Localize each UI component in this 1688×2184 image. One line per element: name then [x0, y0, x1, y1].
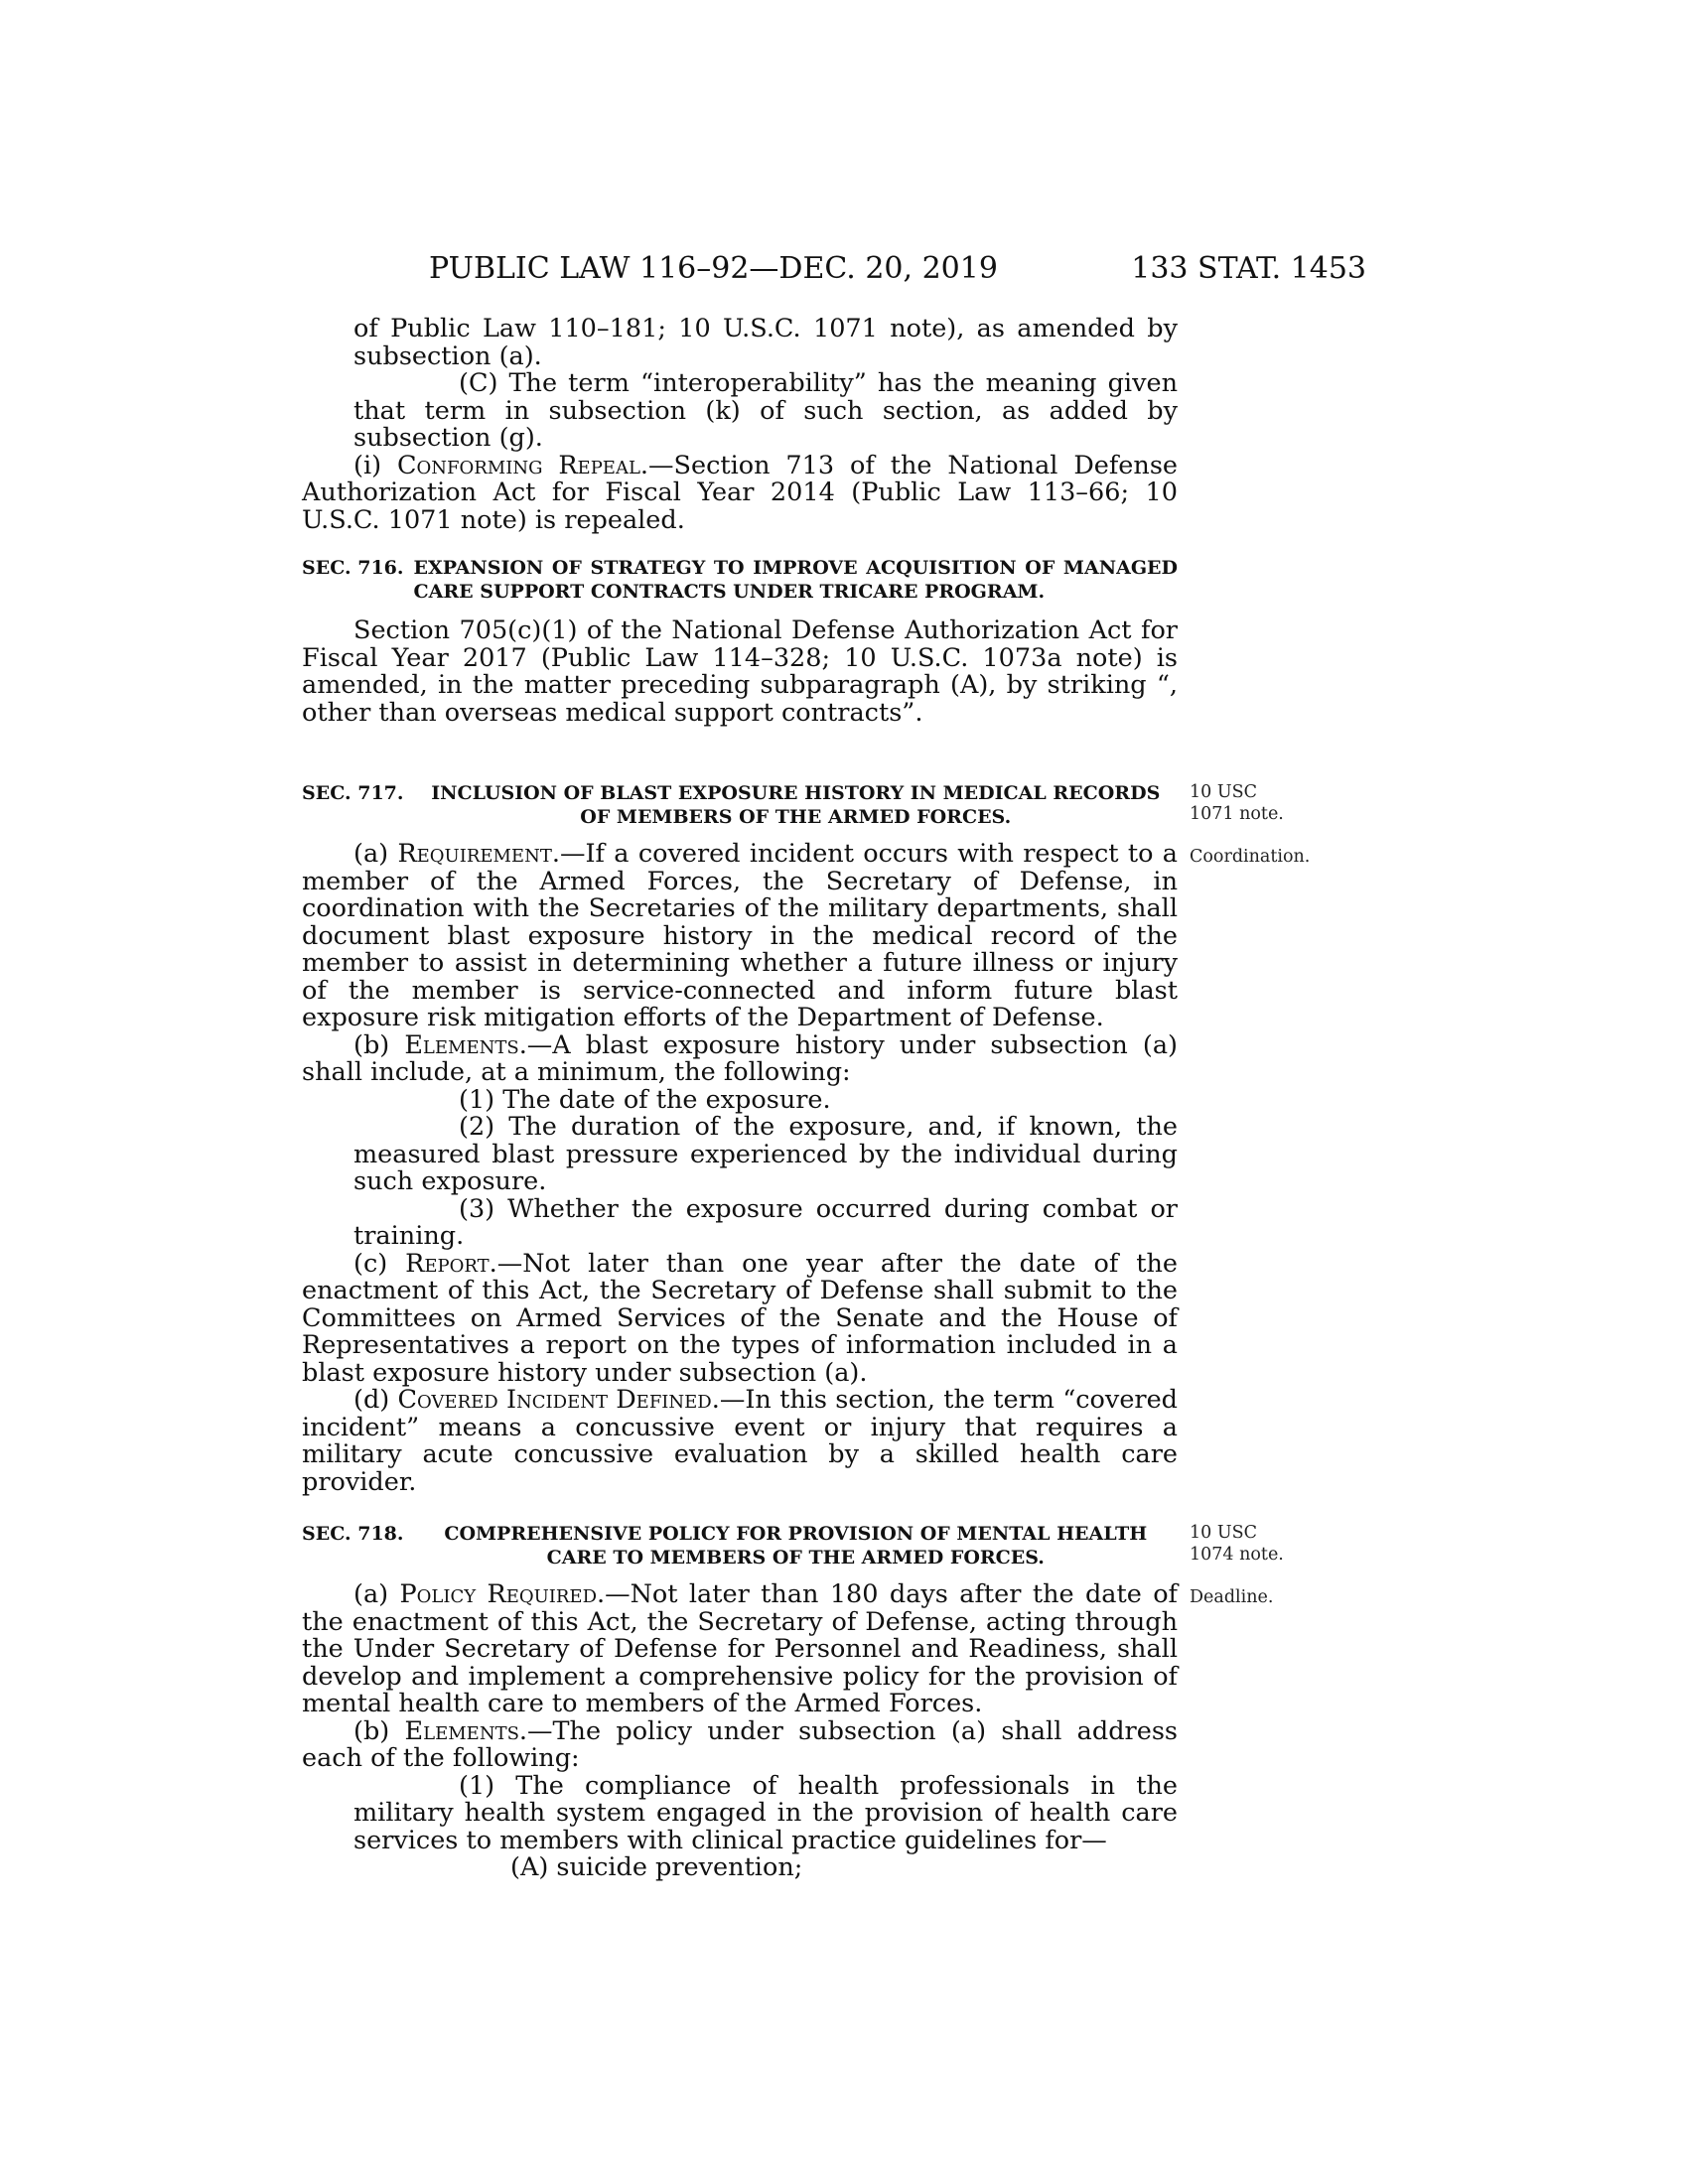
paragraph-heading: Policy Required: [399, 1579, 597, 1609]
top-block: [302, 316, 1178, 534]
label: (c): [353, 1248, 406, 1279]
section-717: [302, 781, 1178, 1496]
paragraph-text: .—Not later than one year after the date of the enactment of this Act, the Secretary of Defense shall submit to the Committees on Armed Services of the Senate and the House of Representatives a report on the types of information included in a blast exposure history under subsection (a).: [302, 1248, 1178, 1388]
section-number: SEC. 716.: [302, 557, 404, 579]
subsection-a: [302, 1581, 1178, 1718]
margin-note-citation: 10 USC 1074 note.: [1190, 1523, 1284, 1565]
margin-note-coordination: Coordination.: [1190, 847, 1311, 867]
paragraph-c: (C) The term “interoperability” has the meaning given that term in subsection (k) of such section, as added by subsection (g).: [353, 368, 1178, 453]
label: (i): [353, 450, 397, 480]
section-716: [302, 556, 1178, 727]
label: (a): [353, 839, 398, 869]
paragraph-heading: Covered Incident Defined: [397, 1385, 712, 1415]
subsection-b: [302, 1029, 1179, 1087]
paragraph-b2: (2) The duration of the exposure, and, if known, the measured blast pressure experienced by the individual during such exposure.: [353, 1112, 1178, 1196]
paragraph-heading: Elements: [404, 1715, 519, 1746]
subsection-b: [302, 1715, 1178, 1773]
paragraph-text: .—In this section, the term “covered incident” means a concussive event or injury that requires a military acute concussive evaluation by a skilled health care provider.: [302, 1385, 1179, 1497]
margin-note-citation: 10 USC 1071 note.: [1190, 782, 1284, 824]
running-header-left: PUBLIC LAW 116–92—DEC. 20, 2019: [429, 251, 998, 286]
page-number: 133 STAT. 1453: [1131, 251, 1366, 286]
label: (b): [353, 1715, 405, 1746]
paragraph-heading: Elements: [404, 1029, 519, 1060]
label: (b): [353, 1029, 405, 1060]
section-title: COMPREHENSIVE POLICY FOR PROVISION OF MENTAL HEALTH CARE TO MEMBERS OF THE ARMED FORCES.: [444, 1523, 1148, 1569]
section-title: EXPANSION OF STRATEGY TO IMPROVE ACQUISITION OF MANAGED CARE SUPPORT CONTRACTS UNDER TRICARE PROGRAM.: [413, 557, 1178, 603]
subsection-d: [302, 1387, 1178, 1496]
section-title: INCLUSION OF BLAST EXPOSURE HISTORY IN MEDICAL RECORDS OF MEMBERS OF THE ARMED FORCES.: [431, 782, 1161, 828]
label: (d): [353, 1385, 398, 1415]
label: (a): [353, 1579, 400, 1609]
section-heading: [302, 781, 1178, 829]
paragraph-text: .—If a covered incident occurs with respect to a member of the Armed Forces, the Secretary of Defense, in coordination with the Secretaries of the military departments, shall document blast exposure history in the medical record of the member to assist in determining whether a future illness or injury of the member is service-connected and inform future blast exposure risk mitigation efforts of the Department of Defense.: [302, 839, 1178, 1032]
paragraph-b1: (1) The compliance of health professionals in the military health system engaged in the provision of health care services to members with clinical practice guidelines for—: [353, 1770, 1178, 1855]
section-718: [302, 1522, 1178, 1882]
paragraph-heading: Requirement: [397, 839, 552, 869]
continued-text: of Public Law 110–181; 10 U.S.C. 1071 note), as amended by subsection (a).: [353, 314, 1178, 371]
section-number: SEC. 718.: [302, 1523, 404, 1545]
paragraph-heading: Conforming Repeal: [396, 450, 640, 480]
paragraph-i: [302, 450, 1178, 535]
section-number: SEC. 717.: [302, 782, 404, 804]
paragraph-heading: Report: [405, 1248, 490, 1279]
paragraph-text: .—Not later than 180 days after the date of the enactment of this Act, the Secretary of Defense, acting through the Under Secretary of Defense for Personnel and Readiness, shall develop and implement a comprehensive policy for the provision of mental health care to members of the Armed Forces.: [302, 1579, 1178, 1718]
section-heading: [302, 1522, 1178, 1570]
paragraph-text: .—The policy under subsection (a) shall address each of the following:: [302, 1715, 1178, 1773]
paragraph-b3: (3) Whether the exposure occurred during combat or training.: [353, 1193, 1178, 1251]
section-heading: [302, 556, 1178, 604]
subsection-a: [302, 841, 1178, 1032]
section-body: Section 705(c)(1) of the National Defense Authorization Act for Fiscal Year 2017 (Public Law 114–328; 10 U.S.C. 1073a note) is amended, in the matter preceding subparagraph (A), by striking “, other than overseas medical support contracts”.: [302, 615, 1178, 728]
paragraph-text: .—A blast exposure history under subsection (a) shall include, at a minimum, the following:: [302, 1029, 1179, 1087]
subsection-c: [302, 1248, 1178, 1388]
paragraph-text: .—Section 713 of the National Defense Authorization Act for Fiscal Year 2014 (Public Law 113–66; 10 U.S.C. 1071 note) is repealed.: [302, 450, 1178, 535]
margin-note-deadline: Deadline.: [1190, 1587, 1274, 1607]
paragraph-b1: (1) The date of the exposure.: [459, 1084, 831, 1115]
subparagraph-A: (A) suicide prevention;: [510, 1852, 803, 1882]
